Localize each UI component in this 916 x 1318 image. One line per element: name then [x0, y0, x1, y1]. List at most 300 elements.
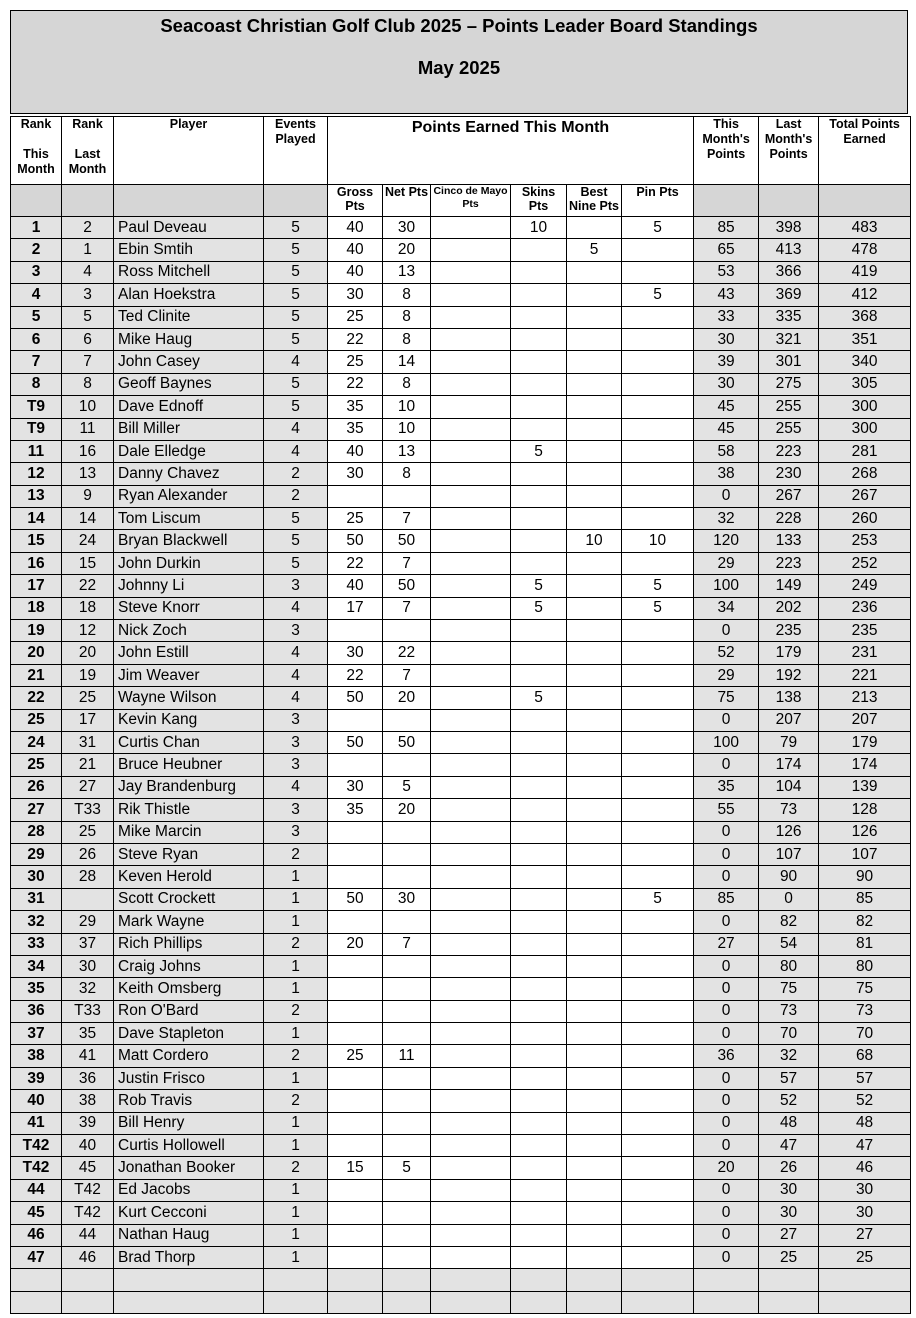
this-month-points: 27 [694, 933, 759, 955]
empty-cell [62, 1291, 114, 1313]
net-pts: 50 [383, 575, 431, 597]
cinco-de-mayo-pts [431, 866, 511, 888]
player-name: Mark Wayne [114, 911, 264, 933]
player-name: Mike Marcin [114, 821, 264, 843]
pin-pts [622, 373, 694, 395]
table-row [11, 261, 911, 283]
best-nine-pts [567, 485, 622, 507]
player-name: Curtis Chan [114, 731, 264, 753]
player-name: Dave Stapleton [114, 1023, 264, 1045]
rank-this-month: 18 [11, 597, 62, 619]
player-name: Tom Liscum [114, 508, 264, 530]
gross-pts [328, 1067, 383, 1089]
cinco-de-mayo-pts [431, 620, 511, 642]
empty-cell [694, 1291, 759, 1313]
pin-pts [622, 866, 694, 888]
cinco-de-mayo-pts [431, 396, 511, 418]
total-points: 174 [819, 754, 911, 776]
table-row [11, 552, 911, 574]
this-month-points: 0 [694, 1135, 759, 1157]
total-points: 368 [819, 306, 911, 328]
skins-pts [511, 642, 567, 664]
best-nine-pts [567, 866, 622, 888]
skins-pts [511, 978, 567, 1000]
best-nine-pts [567, 709, 622, 731]
gross-pts [328, 1179, 383, 1201]
player-name: Ross Mitchell [114, 261, 264, 283]
gross-pts: 22 [328, 664, 383, 686]
player-name: Keven Herold [114, 866, 264, 888]
player-name: Dave Ednoff [114, 396, 264, 418]
this-month-points: 0 [694, 485, 759, 507]
total-points: 70 [819, 1023, 911, 1045]
skins-pts [511, 1246, 567, 1268]
net-pts: 50 [383, 731, 431, 753]
skins-pts [511, 1090, 567, 1112]
total-points: 85 [819, 888, 911, 910]
player-name: John Casey [114, 351, 264, 373]
rank-last-month: 17 [62, 709, 114, 731]
rank-this-month: 3 [11, 261, 62, 283]
best-nine-pts [567, 642, 622, 664]
this-month-points: 120 [694, 530, 759, 552]
rank-last-month: 32 [62, 978, 114, 1000]
rank-last-month: 40 [62, 1135, 114, 1157]
rank-this-month: 16 [11, 552, 62, 574]
best-nine-pts [567, 888, 622, 910]
cinco-de-mayo-pts [431, 821, 511, 843]
total-points: 207 [819, 709, 911, 731]
pin-pts [622, 843, 694, 865]
cinco-de-mayo-pts [431, 843, 511, 865]
cinco-de-mayo-pts [431, 575, 511, 597]
total-points: 179 [819, 731, 911, 753]
player-name: Wayne Wilson [114, 687, 264, 709]
best-nine-pts [567, 1045, 622, 1067]
this-month-points: 0 [694, 1246, 759, 1268]
last-month-points: 30 [759, 1202, 819, 1224]
gross-pts: 25 [328, 1045, 383, 1067]
net-pts: 5 [383, 776, 431, 798]
rank-last-month [62, 888, 114, 910]
pin-pts [622, 620, 694, 642]
table-row [11, 754, 911, 776]
this-month-points: 58 [694, 440, 759, 462]
events-played: 1 [264, 955, 328, 977]
events-played: 5 [264, 530, 328, 552]
best-nine-pts [567, 597, 622, 619]
rank-this-month: 19 [11, 620, 62, 642]
col-best-nine-pts [567, 185, 622, 217]
gross-pts [328, 843, 383, 865]
rank-last-month: 11 [62, 418, 114, 440]
col-skins-pts [511, 185, 567, 217]
best-nine-pts [567, 1067, 622, 1089]
gross-pts: 20 [328, 933, 383, 955]
table-row [11, 239, 911, 261]
gross-pts: 50 [328, 687, 383, 709]
rank-last-month: 6 [62, 328, 114, 350]
table-row [11, 1224, 911, 1246]
this-month-points: 100 [694, 575, 759, 597]
best-nine-pts [567, 664, 622, 686]
gross-pts [328, 1246, 383, 1268]
player-name: Curtis Hollowell [114, 1135, 264, 1157]
cinco-de-mayo-pts [431, 463, 511, 485]
pin-pts [622, 261, 694, 283]
this-month-points: 100 [694, 731, 759, 753]
empty-cell [567, 1269, 622, 1291]
total-points: 75 [819, 978, 911, 1000]
skins-pts [511, 731, 567, 753]
rank-this-month: 35 [11, 978, 62, 1000]
cinco-de-mayo-pts [431, 485, 511, 507]
empty-cell [11, 1269, 62, 1291]
rank-this-month: 27 [11, 799, 62, 821]
events-played: 1 [264, 1224, 328, 1246]
total-points: 236 [819, 597, 911, 619]
player-name: Brad Thorp [114, 1246, 264, 1268]
events-played: 3 [264, 709, 328, 731]
pin-pts [622, 306, 694, 328]
rank-last-month: 13 [62, 463, 114, 485]
table-row [11, 373, 911, 395]
gross-pts: 35 [328, 396, 383, 418]
net-pts [383, 1179, 431, 1201]
last-month-points: 149 [759, 575, 819, 597]
this-month-points: 33 [694, 306, 759, 328]
this-month-points: 0 [694, 1112, 759, 1134]
best-nine-pts [567, 843, 622, 865]
events-played: 3 [264, 620, 328, 642]
events-played: 4 [264, 776, 328, 798]
gross-pts [328, 955, 383, 977]
last-month-points: 255 [759, 418, 819, 440]
table-row [11, 799, 911, 821]
table-row [11, 530, 911, 552]
skins-pts [511, 463, 567, 485]
total-points: 52 [819, 1090, 911, 1112]
rank-this-month: T9 [11, 396, 62, 418]
skins-pts [511, 1045, 567, 1067]
total-points: 300 [819, 418, 911, 440]
table-row [11, 1112, 911, 1134]
empty-cell [819, 1291, 911, 1313]
rank-last-month: 29 [62, 911, 114, 933]
last-month-points: 138 [759, 687, 819, 709]
pin-pts [622, 799, 694, 821]
skins-pts: 5 [511, 687, 567, 709]
rank-last-month: 27 [62, 776, 114, 798]
player-name: Bryan Blackwell [114, 530, 264, 552]
pin-pts: 5 [622, 597, 694, 619]
rank-last-month: 46 [62, 1246, 114, 1268]
rank-this-month: 41 [11, 1112, 62, 1134]
gross-pts: 40 [328, 440, 383, 462]
total-points: 30 [819, 1202, 911, 1224]
this-month-points: 0 [694, 709, 759, 731]
rank-last-month: 38 [62, 1090, 114, 1112]
pin-pts [622, 440, 694, 462]
pin-pts [622, 642, 694, 664]
table-row [11, 597, 911, 619]
gross-pts: 40 [328, 239, 383, 261]
empty-cell [114, 1269, 264, 1291]
gross-pts: 35 [328, 799, 383, 821]
events-played: 5 [264, 328, 328, 350]
total-points: 25 [819, 1246, 911, 1268]
table-row [11, 955, 911, 977]
skins-pts [511, 373, 567, 395]
empty-cell [383, 1269, 431, 1291]
table-row [11, 1202, 911, 1224]
skins-pts [511, 1157, 567, 1179]
net-pts: 8 [383, 463, 431, 485]
cinco-de-mayo-pts [431, 351, 511, 373]
rank-last-month: 31 [62, 731, 114, 753]
net-pts: 8 [383, 306, 431, 328]
title-banner [10, 10, 908, 114]
this-month-points: 39 [694, 351, 759, 373]
last-month-points: 207 [759, 709, 819, 731]
net-pts: 7 [383, 508, 431, 530]
last-month-points: 26 [759, 1157, 819, 1179]
cinco-de-mayo-pts [431, 888, 511, 910]
rank-this-month: 8 [11, 373, 62, 395]
pin-pts [622, 351, 694, 373]
cinco-de-mayo-pts [431, 687, 511, 709]
rank-last-month: 28 [62, 866, 114, 888]
skins-pts [511, 911, 567, 933]
total-points: 46 [819, 1157, 911, 1179]
last-month-points: 57 [759, 1067, 819, 1089]
gross-pts: 30 [328, 463, 383, 485]
this-month-points: 29 [694, 664, 759, 686]
last-month-points: 235 [759, 620, 819, 642]
best-nine-pts [567, 911, 622, 933]
empty-row [11, 1269, 911, 1291]
rank-last-month: T33 [62, 1000, 114, 1022]
leaderboard-table [10, 116, 911, 1314]
gross-pts: 30 [328, 284, 383, 306]
gross-pts [328, 1112, 383, 1134]
last-month-points: 73 [759, 1000, 819, 1022]
skins-pts [511, 955, 567, 977]
col-label: Gross Pts [336, 185, 374, 213]
this-month-points: 65 [694, 239, 759, 261]
rank-this-month: 7 [11, 351, 62, 373]
best-nine-pts [567, 575, 622, 597]
table-row [11, 1179, 911, 1201]
rank-this-month: 24 [11, 731, 62, 753]
last-month-points: 75 [759, 978, 819, 1000]
rank-this-month: 33 [11, 933, 62, 955]
this-month-points: 34 [694, 597, 759, 619]
best-nine-pts: 5 [567, 239, 622, 261]
this-month-points: 0 [694, 1224, 759, 1246]
total-points: 126 [819, 821, 911, 843]
net-pts: 7 [383, 552, 431, 574]
rank-this-month: 13 [11, 485, 62, 507]
this-month-points: 36 [694, 1045, 759, 1067]
pin-pts [622, 821, 694, 843]
this-month-points: 75 [694, 687, 759, 709]
events-played: 2 [264, 933, 328, 955]
this-month-points: 30 [694, 373, 759, 395]
empty-cell [431, 1269, 511, 1291]
gross-pts [328, 1202, 383, 1224]
gross-pts: 40 [328, 261, 383, 283]
pin-pts [622, 754, 694, 776]
last-month-points: 79 [759, 731, 819, 753]
cinco-de-mayo-pts [431, 955, 511, 977]
cinco-de-mayo-pts [431, 709, 511, 731]
last-month-points: 107 [759, 843, 819, 865]
rank-last-month: 35 [62, 1023, 114, 1045]
total-points: 235 [819, 620, 911, 642]
skins-pts [511, 552, 567, 574]
cinco-de-mayo-pts [431, 261, 511, 283]
skins-pts [511, 754, 567, 776]
net-pts: 22 [383, 642, 431, 664]
best-nine-pts [567, 620, 622, 642]
gross-pts: 22 [328, 328, 383, 350]
rank-last-month: 15 [62, 552, 114, 574]
rank-this-month: 29 [11, 843, 62, 865]
events-played: 1 [264, 1179, 328, 1201]
net-pts [383, 754, 431, 776]
net-pts [383, 1135, 431, 1157]
col-events-played [264, 117, 328, 185]
skins-pts [511, 1202, 567, 1224]
total-points: 81 [819, 933, 911, 955]
net-pts: 10 [383, 396, 431, 418]
pin-pts [622, 1067, 694, 1089]
net-pts: 8 [383, 328, 431, 350]
this-month-points: 0 [694, 955, 759, 977]
best-nine-pts [567, 261, 622, 283]
cinco-de-mayo-pts [431, 1224, 511, 1246]
table-row [11, 284, 911, 306]
pin-pts [622, 731, 694, 753]
events-played: 5 [264, 396, 328, 418]
total-points: 478 [819, 239, 911, 261]
pin-pts [622, 1090, 694, 1112]
skins-pts [511, 1023, 567, 1045]
gross-pts: 25 [328, 351, 383, 373]
total-points: 128 [819, 799, 911, 821]
col-last-month-points [759, 117, 819, 185]
events-played: 1 [264, 1067, 328, 1089]
events-played: 1 [264, 911, 328, 933]
net-pts [383, 955, 431, 977]
gross-pts: 50 [328, 731, 383, 753]
skins-pts [511, 328, 567, 350]
rank-last-month: 7 [62, 351, 114, 373]
net-pts: 20 [383, 687, 431, 709]
pin-pts [622, 1023, 694, 1045]
cinco-de-mayo-pts [431, 1246, 511, 1268]
last-month-points: 73 [759, 799, 819, 821]
cinco-de-mayo-pts [431, 933, 511, 955]
empty-cell [11, 1291, 62, 1313]
rank-this-month: T9 [11, 418, 62, 440]
cinco-de-mayo-pts [431, 328, 511, 350]
events-played: 2 [264, 485, 328, 507]
events-played: 4 [264, 351, 328, 373]
cinco-de-mayo-pts [431, 373, 511, 395]
total-points: 221 [819, 664, 911, 686]
total-points: 340 [819, 351, 911, 373]
gross-pts [328, 754, 383, 776]
gross-pts: 15 [328, 1157, 383, 1179]
this-month-points: 0 [694, 866, 759, 888]
cinco-de-mayo-pts [431, 978, 511, 1000]
skins-pts [511, 396, 567, 418]
table-row [11, 911, 911, 933]
gross-pts: 30 [328, 776, 383, 798]
this-month-points: 0 [694, 843, 759, 865]
skins-pts [511, 664, 567, 686]
skins-pts [511, 485, 567, 507]
rank-this-month: 28 [11, 821, 62, 843]
pin-pts: 5 [622, 575, 694, 597]
empty-cell [622, 1269, 694, 1291]
rank-last-month: 10 [62, 396, 114, 418]
rank-this-month: 34 [11, 955, 62, 977]
rank-this-month: 5 [11, 306, 62, 328]
gross-pts [328, 1023, 383, 1045]
table-row [11, 351, 911, 373]
rank-last-month: 5 [62, 306, 114, 328]
subheader-row [11, 185, 911, 217]
best-nine-pts [567, 418, 622, 440]
net-pts [383, 843, 431, 865]
last-month-points: 223 [759, 440, 819, 462]
col-rank-last-month [62, 117, 114, 185]
table-row [11, 1157, 911, 1179]
leaderboard-body [11, 217, 911, 1314]
best-nine-pts [567, 1157, 622, 1179]
gross-pts: 25 [328, 508, 383, 530]
player-name: Johnny Li [114, 575, 264, 597]
skins-pts [511, 620, 567, 642]
this-month-points: 0 [694, 1000, 759, 1022]
events-played: 5 [264, 284, 328, 306]
empty-cell [759, 1291, 819, 1313]
cinco-de-mayo-pts [431, 530, 511, 552]
rank-last-month: 18 [62, 597, 114, 619]
rank-this-month: 30 [11, 866, 62, 888]
best-nine-pts [567, 396, 622, 418]
player-name: John Durkin [114, 552, 264, 574]
last-month-points: 192 [759, 664, 819, 686]
this-month-points: 0 [694, 978, 759, 1000]
pin-pts [622, 328, 694, 350]
col-label: Skins Pts [521, 185, 556, 213]
skins-pts [511, 799, 567, 821]
pin-pts [622, 1045, 694, 1067]
net-pts [383, 911, 431, 933]
this-month-points: 0 [694, 1179, 759, 1201]
skins-pts [511, 351, 567, 373]
rank-this-month: 45 [11, 1202, 62, 1224]
best-nine-pts [567, 754, 622, 776]
gross-pts: 50 [328, 530, 383, 552]
pin-pts: 5 [622, 888, 694, 910]
total-points: 68 [819, 1045, 911, 1067]
cinco-de-mayo-pts [431, 1023, 511, 1045]
